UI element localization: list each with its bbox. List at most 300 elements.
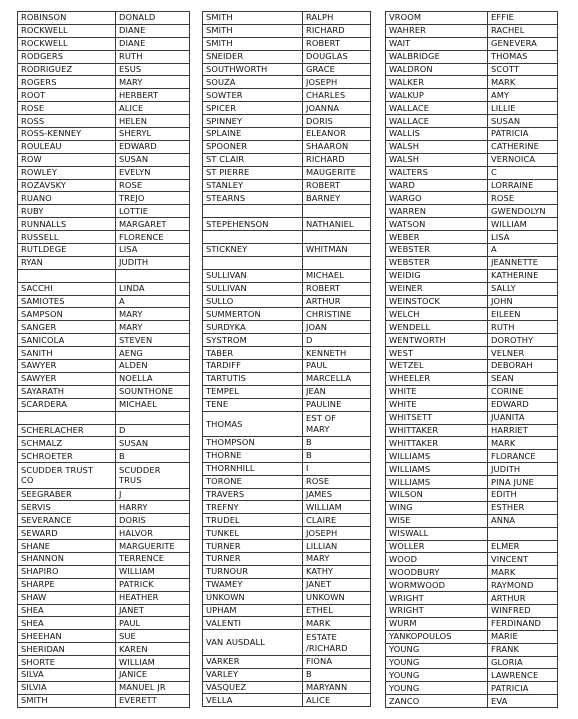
- last-name-cell: WORMWOOD: [386, 579, 488, 592]
- last-name-cell: SHERIDAN: [18, 643, 116, 656]
- table-row: [386, 334, 558, 347]
- table-row: [18, 166, 190, 179]
- table-row: [386, 256, 558, 269]
- table-row: [18, 76, 190, 89]
- table-row: [386, 231, 558, 244]
- table-row: [386, 695, 558, 708]
- last-name-cell: WILLIAMS: [386, 450, 488, 463]
- table-row: [386, 89, 558, 102]
- table-row: [203, 360, 371, 373]
- first-name-cell: LOTTIE: [116, 205, 190, 218]
- last-name-cell: SYSTROM: [203, 334, 303, 347]
- last-name-cell: RODGERS: [18, 50, 116, 63]
- table-row: [386, 140, 558, 153]
- last-name-cell: SMITH: [203, 12, 303, 25]
- last-name-cell: SPOONER: [203, 140, 303, 153]
- first-name-cell: JANICE: [116, 669, 190, 682]
- first-name-cell: WILLIAM: [488, 218, 558, 231]
- last-name-cell: SERVIS: [18, 501, 116, 514]
- first-name-cell: VERNOICA: [488, 153, 558, 166]
- last-name-cell: WARD: [386, 179, 488, 192]
- table-row: [18, 282, 190, 295]
- first-name-cell: PAUL: [116, 617, 190, 630]
- last-name-cell: WARGO: [386, 192, 488, 205]
- first-name-cell: EFFIE: [488, 12, 558, 25]
- table-row: [203, 12, 371, 25]
- table-row: [203, 437, 371, 450]
- first-name-cell: B: [303, 437, 371, 450]
- last-name-cell: ST CLAIR: [203, 153, 303, 166]
- table-row: [18, 218, 190, 231]
- first-name-cell: ESTHER: [488, 501, 558, 514]
- first-name-cell: MICHAEL: [303, 269, 371, 282]
- first-name-cell: D: [116, 424, 190, 437]
- table-row: [203, 527, 371, 540]
- last-name-cell: SHANE: [18, 540, 116, 553]
- first-name-cell: PATRICIA: [488, 682, 558, 695]
- last-name-cell: UPHAM: [203, 604, 303, 617]
- last-name-cell: [203, 231, 303, 244]
- first-name-cell: [488, 527, 558, 540]
- table-row: [386, 295, 558, 308]
- last-name-cell: SHEEHAN: [18, 630, 116, 643]
- table-row: [386, 437, 558, 450]
- last-name-cell: THORNHILL: [203, 462, 303, 475]
- first-name-cell: DIANE: [116, 37, 190, 50]
- first-name-cell: NOELLA: [116, 372, 190, 385]
- table-row: [18, 450, 190, 463]
- table-row: [386, 166, 558, 179]
- last-name-cell: RUTLDEGE: [18, 244, 116, 257]
- first-name-cell: ALDEN: [116, 360, 190, 373]
- last-name-cell: WRIGHT: [386, 592, 488, 605]
- last-name-cell: WRIGHT: [386, 604, 488, 617]
- first-name-cell: SUSAN: [116, 153, 190, 166]
- table-row: [18, 192, 190, 205]
- first-name-cell: FLORENCE: [116, 231, 190, 244]
- last-name-cell: SAYARATH: [18, 385, 116, 398]
- last-name-cell: SAWYER: [18, 360, 116, 373]
- table-row: [386, 37, 558, 50]
- table-row: [386, 192, 558, 205]
- first-name-cell: HARRY: [116, 501, 190, 514]
- first-name-cell: MARGUERITE: [116, 540, 190, 553]
- last-name-cell: WALLIS: [386, 128, 488, 141]
- first-name-cell: MARK: [488, 437, 558, 450]
- table-row: [386, 540, 558, 553]
- table-row: [386, 205, 558, 218]
- table-row: [18, 398, 190, 411]
- table-row: [386, 450, 558, 463]
- first-name-cell: GLORIA: [488, 656, 558, 669]
- first-name-cell: GENEVERA: [488, 37, 558, 50]
- first-name-cell: LISA: [116, 244, 190, 257]
- first-name-cell: MARY: [116, 308, 190, 321]
- table-row: [386, 179, 558, 192]
- last-name-cell: [18, 411, 116, 424]
- last-name-cell: SEEGRABER: [18, 488, 116, 501]
- table-row: [18, 89, 190, 102]
- last-name-cell: WHITE: [386, 398, 488, 411]
- table-row: [203, 565, 371, 578]
- last-name-cell: WALTERS: [386, 166, 488, 179]
- first-name-cell: SUE: [116, 630, 190, 643]
- first-name-cell: JUDITH: [116, 256, 190, 269]
- first-name-cell: DORIS: [116, 514, 190, 527]
- last-name-cell: ROSE: [18, 102, 116, 115]
- table-row: [18, 437, 190, 450]
- first-name-cell: LAWRENCE: [488, 669, 558, 682]
- table-row: [386, 488, 558, 501]
- first-name-cell: SHERYL: [116, 128, 190, 141]
- last-name-cell: SHAPIRO: [18, 565, 116, 578]
- first-name-cell: FIONA: [303, 655, 371, 668]
- last-name-cell: SILVA: [18, 669, 116, 682]
- table-row: [18, 643, 190, 656]
- last-name-cell: WURM: [386, 617, 488, 630]
- first-name-cell: CHRISTINE: [303, 308, 371, 321]
- first-name-cell: JOAN: [303, 321, 371, 334]
- last-name-cell: WING: [386, 501, 488, 514]
- last-name-cell: SCHROETER: [18, 450, 116, 463]
- last-name-cell: TURNER: [203, 553, 303, 566]
- table-row: [18, 540, 190, 553]
- last-name-cell: YOUNG: [386, 669, 488, 682]
- last-name-cell: WAIT: [386, 37, 488, 50]
- first-name-cell: PATRICIA: [488, 128, 558, 141]
- table-row: [386, 50, 558, 63]
- table-row: [18, 24, 190, 37]
- first-name-cell: MARGARET: [116, 218, 190, 231]
- first-name-cell: C: [488, 166, 558, 179]
- first-name-cell: WILLIAM: [116, 565, 190, 578]
- last-name-cell: ROOT: [18, 89, 116, 102]
- table-row: [18, 669, 190, 682]
- last-name-cell: WISE: [386, 514, 488, 527]
- table-row: [203, 347, 371, 360]
- first-name-cell: JOANNA: [303, 102, 371, 115]
- last-name-cell: THORNE: [203, 449, 303, 462]
- first-name-cell: SUSAN: [116, 437, 190, 450]
- table-row: [386, 12, 558, 25]
- last-name-cell: WILLIAMS: [386, 476, 488, 489]
- table-row: [386, 398, 558, 411]
- table-row: [203, 24, 371, 37]
- first-name-cell: SCUDDER TRUS: [116, 463, 190, 488]
- last-name-cell: WHITE: [386, 385, 488, 398]
- last-name-cell: WAHRER: [386, 24, 488, 37]
- first-name-cell: JANET: [303, 578, 371, 591]
- first-name-cell: LORRAINE: [488, 179, 558, 192]
- name-table-1: [17, 11, 190, 708]
- table-row: [203, 617, 371, 630]
- first-name-cell: SALLY: [488, 282, 558, 295]
- last-name-cell: SOUZA: [203, 76, 303, 89]
- table-row: [18, 656, 190, 669]
- first-name-cell: MARYANN: [303, 681, 371, 694]
- last-name-cell: SAMIOTES: [18, 295, 116, 308]
- first-name-cell: JUDITH: [488, 463, 558, 476]
- last-name-cell: WEST: [386, 347, 488, 360]
- last-name-cell: WALSH: [386, 153, 488, 166]
- first-name-cell: MARK: [303, 617, 371, 630]
- table-row: [18, 372, 190, 385]
- first-name-cell: ESUS: [116, 63, 190, 76]
- last-name-cell: WILSON: [386, 488, 488, 501]
- table-row: [203, 295, 371, 308]
- last-name-cell: SHARPE: [18, 578, 116, 591]
- last-name-cell: SHEA: [18, 617, 116, 630]
- table-row: [203, 449, 371, 462]
- first-name-cell: I: [303, 462, 371, 475]
- table-row: [386, 501, 558, 514]
- table-row: [386, 411, 558, 424]
- table-row: [18, 694, 190, 707]
- table-row: [386, 360, 558, 373]
- first-name-cell: CATHERINE: [488, 140, 558, 153]
- first-name-cell: FLORANCE: [488, 450, 558, 463]
- first-name-cell: EDITH: [488, 488, 558, 501]
- first-name-cell: DEBORAH: [488, 360, 558, 373]
- last-name-cell: VROOM: [386, 12, 488, 25]
- first-name-cell: LINDA: [116, 282, 190, 295]
- table-row: [386, 128, 558, 141]
- last-name-cell: WALKER: [386, 76, 488, 89]
- last-name-cell: WHITSETT: [386, 411, 488, 424]
- last-name-cell: TORONE: [203, 475, 303, 488]
- first-name-cell: DORIS: [303, 115, 371, 128]
- first-name-cell: RACHEL: [488, 24, 558, 37]
- first-name-cell: SCOTT: [488, 63, 558, 76]
- first-name-cell: ROBERT: [303, 37, 371, 50]
- table-row: [386, 643, 558, 656]
- first-name-cell: RICHARD: [303, 153, 371, 166]
- first-name-cell: LILLIAN: [303, 540, 371, 553]
- first-name-cell: HERBERT: [116, 89, 190, 102]
- last-name-cell: STANLEY: [203, 179, 303, 192]
- table-row: [386, 514, 558, 527]
- table-row: [18, 565, 190, 578]
- last-name-cell: WALLACE: [386, 115, 488, 128]
- name-table-3: [385, 11, 558, 708]
- first-name-cell: LILLIE: [488, 102, 558, 115]
- first-name-cell: A: [116, 295, 190, 308]
- first-name-cell: JAMES: [303, 488, 371, 501]
- table-row: [203, 694, 371, 707]
- first-name-cell: BARNEY: [303, 192, 371, 205]
- last-name-cell: ROCKWELL: [18, 24, 116, 37]
- table-row: [18, 50, 190, 63]
- table-row: [203, 553, 371, 566]
- last-name-cell: WENTWORTH: [386, 334, 488, 347]
- last-name-cell: ROULEAU: [18, 140, 116, 153]
- table-row: [203, 398, 371, 411]
- first-name-cell: A: [488, 244, 558, 257]
- first-name-cell: JEANNETTE: [488, 256, 558, 269]
- table-row: [203, 89, 371, 102]
- last-name-cell: WALSH: [386, 140, 488, 153]
- last-name-cell: SHORTE: [18, 656, 116, 669]
- last-name-cell: ST PIERRE: [203, 166, 303, 179]
- first-name-cell: EVERETT: [116, 694, 190, 707]
- last-name-cell: SURDYKA: [203, 321, 303, 334]
- last-name-cell: TURNOUR: [203, 565, 303, 578]
- first-name-cell: DIANE: [116, 24, 190, 37]
- first-name-cell: [303, 256, 371, 269]
- first-name-cell: EDWARD: [116, 140, 190, 153]
- last-name-cell: RUBY: [18, 205, 116, 218]
- last-name-cell: SPINNEY: [203, 115, 303, 128]
- last-name-cell: TURNER: [203, 540, 303, 553]
- first-name-cell: ROBERT: [303, 179, 371, 192]
- last-name-cell: VALENTI: [203, 617, 303, 630]
- last-name-cell: WEINSTOCK: [386, 295, 488, 308]
- table-row: [386, 244, 558, 257]
- first-name-cell: TERRENCE: [116, 553, 190, 566]
- first-name-cell: JOHN: [488, 295, 558, 308]
- table-row: [18, 140, 190, 153]
- last-name-cell: WEBSTER: [386, 256, 488, 269]
- name-column-3: [385, 11, 558, 708]
- first-name-cell: GWENDOLYN: [488, 205, 558, 218]
- table-row: [203, 166, 371, 179]
- table-row: [203, 514, 371, 527]
- table-row: [18, 514, 190, 527]
- last-name-cell: SMITH: [18, 694, 116, 707]
- last-name-cell: TUNKEL: [203, 527, 303, 540]
- table-row: [18, 411, 190, 424]
- last-name-cell: TRUDEL: [203, 514, 303, 527]
- table-row: [203, 192, 371, 205]
- last-name-cell: ROWLEY: [18, 166, 116, 179]
- last-name-cell: ZANCO: [386, 695, 488, 708]
- first-name-cell: DOROTHY: [488, 334, 558, 347]
- table-row: [203, 218, 371, 231]
- last-name-cell: RUNNALLS: [18, 218, 116, 231]
- table-row: [386, 630, 558, 643]
- first-name-cell: ESTATE /RICHARD: [303, 630, 371, 655]
- table-row: [203, 668, 371, 681]
- table-row: [386, 579, 558, 592]
- table-row: [203, 231, 371, 244]
- last-name-cell: TWAMEY: [203, 578, 303, 591]
- last-name-cell: ROSS-KENNEY: [18, 128, 116, 141]
- table-row: [203, 37, 371, 50]
- first-name-cell: WHITMAN: [303, 244, 371, 257]
- table-row: [203, 115, 371, 128]
- last-name-cell: WHITTAKER: [386, 424, 488, 437]
- first-name-cell: JANET: [116, 604, 190, 617]
- first-name-cell: PINA JUNE: [488, 476, 558, 489]
- last-name-cell: SAWYER: [18, 372, 116, 385]
- last-name-cell: ROW: [18, 153, 116, 166]
- first-name-cell: MARY: [303, 553, 371, 566]
- table-row: [386, 347, 558, 360]
- last-name-cell: WETZEL: [386, 360, 488, 373]
- table-row: [203, 102, 371, 115]
- table-row: [18, 681, 190, 694]
- table-row: [386, 308, 558, 321]
- first-name-cell: ARTHUR: [488, 592, 558, 605]
- table-row: [18, 179, 190, 192]
- first-name-cell: KENNETH: [303, 347, 371, 360]
- table-row: [18, 617, 190, 630]
- last-name-cell: STEPEHENSON: [203, 218, 303, 231]
- table-row: [386, 604, 558, 617]
- last-name-cell: SCUDDER TRUST CO: [18, 463, 116, 488]
- table-row: [203, 50, 371, 63]
- table-row: [203, 630, 371, 655]
- table-row: [18, 308, 190, 321]
- first-name-cell: ANNA: [488, 514, 558, 527]
- table-row: [386, 321, 558, 334]
- last-name-cell: TEMPEL: [203, 385, 303, 398]
- last-name-cell: VARKER: [203, 655, 303, 668]
- table-row: [386, 682, 558, 695]
- last-name-cell: SMITH: [203, 37, 303, 50]
- table-row: [386, 592, 558, 605]
- first-name-cell: EDWARD: [488, 398, 558, 411]
- last-name-cell: WEINER: [386, 282, 488, 295]
- table-row: [203, 256, 371, 269]
- table-row: [18, 334, 190, 347]
- first-name-cell: HALVOR: [116, 527, 190, 540]
- last-name-cell: SCHMALZ: [18, 437, 116, 450]
- last-name-cell: SNEIDER: [203, 50, 303, 63]
- table-row: [203, 540, 371, 553]
- table-row: [203, 63, 371, 76]
- last-name-cell: SANICOLA: [18, 334, 116, 347]
- first-name-cell: MARK: [488, 566, 558, 579]
- first-name-cell: ROBERT: [303, 282, 371, 295]
- last-name-cell: VARLEY: [203, 668, 303, 681]
- table-row: [18, 347, 190, 360]
- first-name-cell: EILEEN: [488, 308, 558, 321]
- last-name-cell: SOWTER: [203, 89, 303, 102]
- table-row: [386, 669, 558, 682]
- table-row: [18, 269, 190, 282]
- last-name-cell: UNKOWN: [203, 591, 303, 604]
- table-row: [18, 37, 190, 50]
- last-name-cell: STICKNEY: [203, 244, 303, 257]
- first-name-cell: [303, 231, 371, 244]
- table-row: [18, 205, 190, 218]
- last-name-cell: ROSS: [18, 115, 116, 128]
- name-column-2: [202, 11, 371, 707]
- last-name-cell: WHEELER: [386, 372, 488, 385]
- table-row: [203, 128, 371, 141]
- first-name-cell: ROSE: [116, 179, 190, 192]
- first-name-cell: WILLIAM: [116, 656, 190, 669]
- first-name-cell: [116, 269, 190, 282]
- last-name-cell: SILVIA: [18, 681, 116, 694]
- table-row: [203, 591, 371, 604]
- first-name-cell: ELEANOR: [303, 128, 371, 141]
- last-name-cell: SULLO: [203, 295, 303, 308]
- first-name-cell: RUTH: [116, 50, 190, 63]
- last-name-cell: TREFNY: [203, 501, 303, 514]
- last-name-cell: ROCKWELL: [18, 37, 116, 50]
- last-name-cell: SHAW: [18, 591, 116, 604]
- table-row: [18, 501, 190, 514]
- first-name-cell: RICHARD: [303, 24, 371, 37]
- first-name-cell: PAULINE: [303, 398, 371, 411]
- first-name-cell: GRACE: [303, 63, 371, 76]
- table-row: [386, 566, 558, 579]
- last-name-cell: WELCH: [386, 308, 488, 321]
- first-name-cell: MICHAEL: [116, 398, 190, 411]
- last-name-cell: ROGERS: [18, 76, 116, 89]
